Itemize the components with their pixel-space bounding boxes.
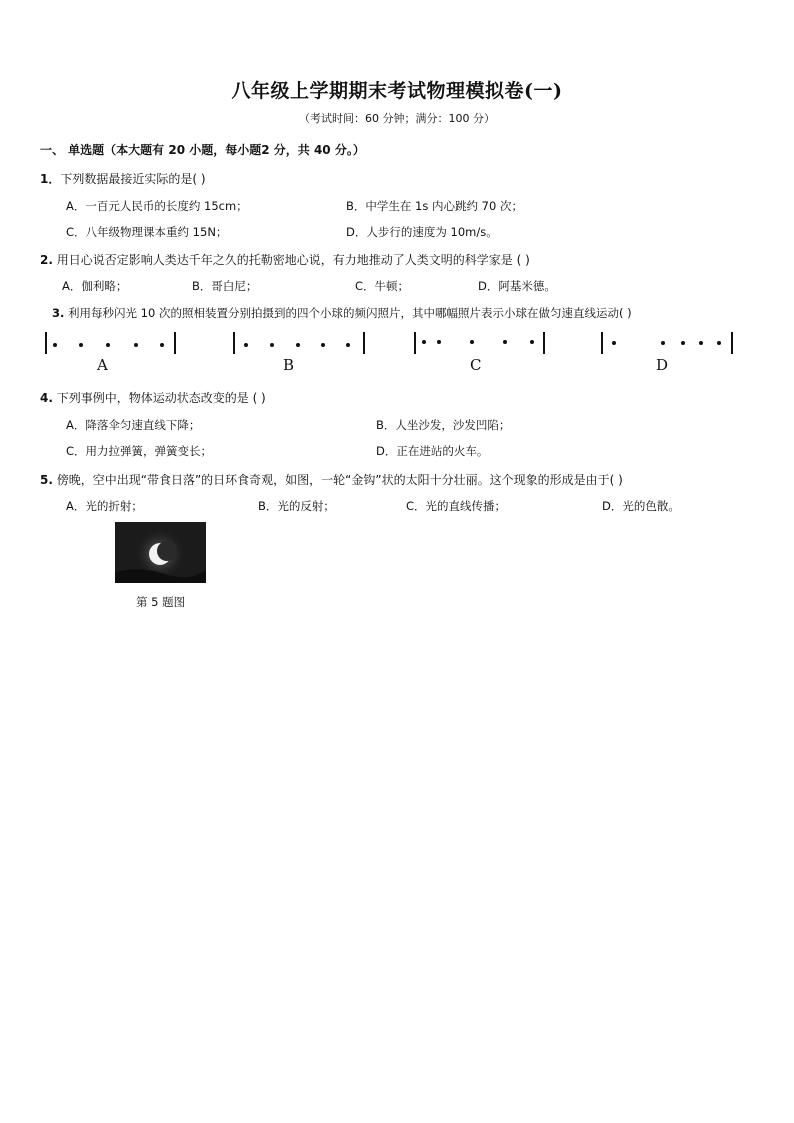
question-stem: 利用每秒闪光 10 次的照相装置分别拍摄到的四个小球的频闪照片，其中哪幅照片表示小球在做匀速直线运动( ): [68, 306, 632, 320]
eclipse-illustration: [115, 522, 206, 583]
ball-dot: [699, 341, 703, 345]
ball-dot: [79, 343, 83, 347]
question-number: 3.: [52, 306, 65, 320]
ball-dot: [422, 340, 426, 344]
q2-option-b: B．哥白尼；: [192, 279, 258, 293]
question-2: [40, 251, 530, 268]
eclipse-photo: [115, 522, 206, 583]
ball-dot: [681, 341, 685, 345]
figure-caption: 第 5 题图: [136, 595, 186, 609]
q2-option-c: C．牛顿；: [355, 279, 410, 293]
figure-label-d: D: [656, 356, 669, 374]
q4-option-a: A．降落伞匀速直线下降；: [66, 418, 201, 432]
strip-boundary: [363, 332, 365, 354]
ball-dot: [106, 343, 110, 347]
exam-title: 八年级上学期期末考试物理模拟卷(一): [231, 80, 563, 102]
strip-boundary: [601, 332, 603, 354]
q4-option-d: D．正在进站的火车。: [376, 444, 489, 458]
strip-boundary: [731, 332, 733, 354]
strip-boundary: [174, 332, 176, 354]
q5-option-c: C．光的直线传播；: [406, 499, 507, 513]
q4-option-c: C．用力拉弹簧，弹簧变长；: [66, 444, 213, 458]
strip-boundary: [45, 332, 47, 354]
q1-option-a: A．一百元人民币的长度约 15cm；: [66, 199, 248, 213]
q4-option-b: B．人坐沙发，沙发凹陷；: [376, 418, 511, 432]
q1-option-c: C．八年级物理课本重约 15N；: [66, 225, 228, 239]
ball-dot: [296, 343, 300, 347]
ball-dot: [437, 340, 441, 344]
section-heading: 一、 单选题（本大题有 20 小题，每小题2 分，共 40 分。）: [40, 143, 365, 157]
ball-dot: [160, 343, 164, 347]
question-stem: 下列数据最接近实际的是( ): [60, 172, 206, 186]
ball-dot: [321, 343, 325, 347]
question-1: [40, 170, 206, 187]
ball-dot: [612, 341, 616, 345]
strip-boundary: [414, 332, 416, 354]
ball-dot: [346, 343, 350, 347]
ball-dot: [503, 340, 507, 344]
question-number: 1．: [40, 172, 61, 186]
q5-option-d: D．光的色散。: [602, 499, 680, 513]
q5-option-a: A．光的折射；: [66, 499, 143, 513]
figure-label-b: B: [283, 356, 295, 374]
question-stem: 用日心说否定影响人类达千年之久的托勒密地心说，有力地推动了人类文明的科学家是 ( ): [56, 253, 530, 267]
question-stem: 傍晚，空中出现“带食日落”的日环食奇观，如图，一轮“金钩”状的太阳十分壮丽。这个现象的形成是由于( ): [56, 473, 623, 487]
question-5: [40, 471, 623, 488]
question-3: [52, 305, 632, 321]
ball-dot: [53, 343, 57, 347]
question-number: 2.: [40, 253, 53, 267]
q5-option-b: B．光的反射；: [258, 499, 335, 513]
strip-boundary: [233, 332, 235, 354]
figure-label-c: C: [470, 356, 482, 374]
ball-dot: [661, 341, 665, 345]
ball-dot: [244, 343, 248, 347]
ball-dot: [134, 343, 138, 347]
q2-option-a: A．伽利略；: [62, 279, 128, 293]
q2-option-d: D．阿基米德。: [478, 279, 556, 293]
q1-option-d: D．人步行的速度为 10m/s。: [346, 225, 498, 239]
ball-dot: [470, 340, 474, 344]
exam-subtitle: （考试时间：60 分钟；满分：100 分）: [299, 112, 495, 125]
question-number: 5.: [40, 473, 53, 487]
question-number: 4.: [40, 391, 53, 405]
ball-dot: [530, 340, 534, 344]
ball-dot: [717, 341, 721, 345]
strip-boundary: [543, 332, 545, 354]
figure-label-a: A: [97, 356, 108, 374]
ball-dot: [270, 343, 274, 347]
question-stem: 下列事例中，物体运动状态改变的是 ( ): [56, 391, 266, 405]
question-4: [40, 389, 266, 406]
q1-option-b: B．中学生在 1s 内心跳约 70 次；: [346, 199, 523, 213]
